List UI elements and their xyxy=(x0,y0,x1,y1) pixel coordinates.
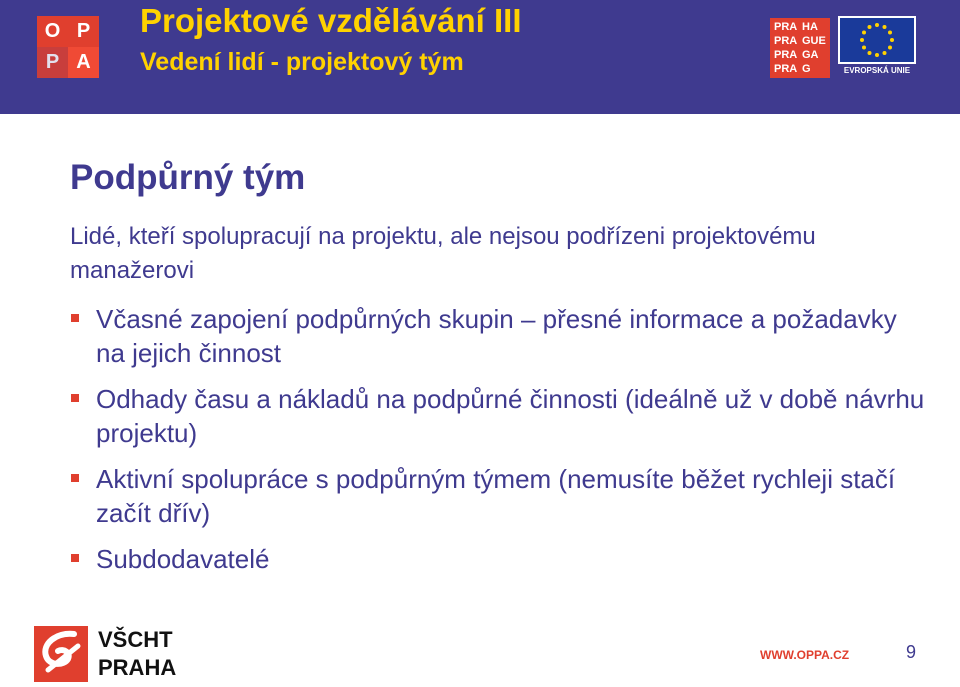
praha-logo xyxy=(770,18,830,78)
bullet-text: Aktivní spolupráce s podpůrným týmem (nemusíte běžet rychleji stačí začít dřív) xyxy=(96,464,896,528)
slide-heading: Podpůrný tým xyxy=(70,158,306,197)
bullet-item xyxy=(70,382,930,450)
opp-logo-letter: P xyxy=(68,16,99,47)
praha-logo-text: HA xyxy=(802,21,818,33)
opp-logo-letter: A xyxy=(68,47,99,78)
vscht-logo xyxy=(34,626,204,682)
praha-logo-text: GUE xyxy=(802,35,826,47)
praha-logo-text: G xyxy=(802,63,811,75)
bullet-text: Odhady času a nákladů na podpůrné činnosti (ideálně už v době návrhu projektu) xyxy=(96,384,925,448)
eu-label: EVROPSKÁ UNIE xyxy=(843,66,911,75)
presentation-title: Projektové vzdělávání III xyxy=(140,2,522,39)
square-bullet-icon xyxy=(71,314,79,322)
praha-logo-text: PRA xyxy=(774,63,798,75)
praha-logo-text: GA xyxy=(802,49,819,61)
square-bullet-icon xyxy=(71,554,79,562)
vscht-wordmark-line: VŠCHT xyxy=(98,627,173,652)
vscht-wordmark xyxy=(98,626,176,682)
opp-logo-letter: P xyxy=(37,47,68,78)
eu-logo xyxy=(838,16,916,75)
bullet-list xyxy=(70,302,930,588)
page-number: 9 xyxy=(906,642,917,662)
bullet-text: Subdodavatelé xyxy=(96,544,270,574)
eu-flag-icon xyxy=(838,16,916,64)
bullet-item xyxy=(70,462,930,530)
vscht-mark-icon xyxy=(34,626,88,682)
praha-logo-text: PRA xyxy=(774,35,798,47)
square-bullet-icon xyxy=(71,394,79,402)
praha-logo-text: PRA xyxy=(774,21,798,33)
bullet-text: Včasné zapojení podpůrných skupin – přesné informace a požadavky na jejich činnost xyxy=(96,304,897,368)
presentation-subtitle: Vedení lidí - projektový tým xyxy=(140,48,464,76)
opp-logo-letter: O xyxy=(37,16,68,47)
square-bullet-icon xyxy=(71,474,79,482)
vscht-wordmark-line: PRAHA xyxy=(98,655,177,680)
footer-website-link[interactable]: WWW.OPPA.CZ xyxy=(760,648,850,662)
opp-logo xyxy=(37,16,99,78)
bullet-item xyxy=(70,302,930,370)
slide-header xyxy=(0,0,960,114)
slide-intro-text: Lidé, kteří spolupracují na projektu, ale nejsou podřízeni projektovému manažerovi xyxy=(70,223,816,284)
praha-logo-text: PRA xyxy=(774,49,798,61)
bullet-item xyxy=(70,542,930,576)
